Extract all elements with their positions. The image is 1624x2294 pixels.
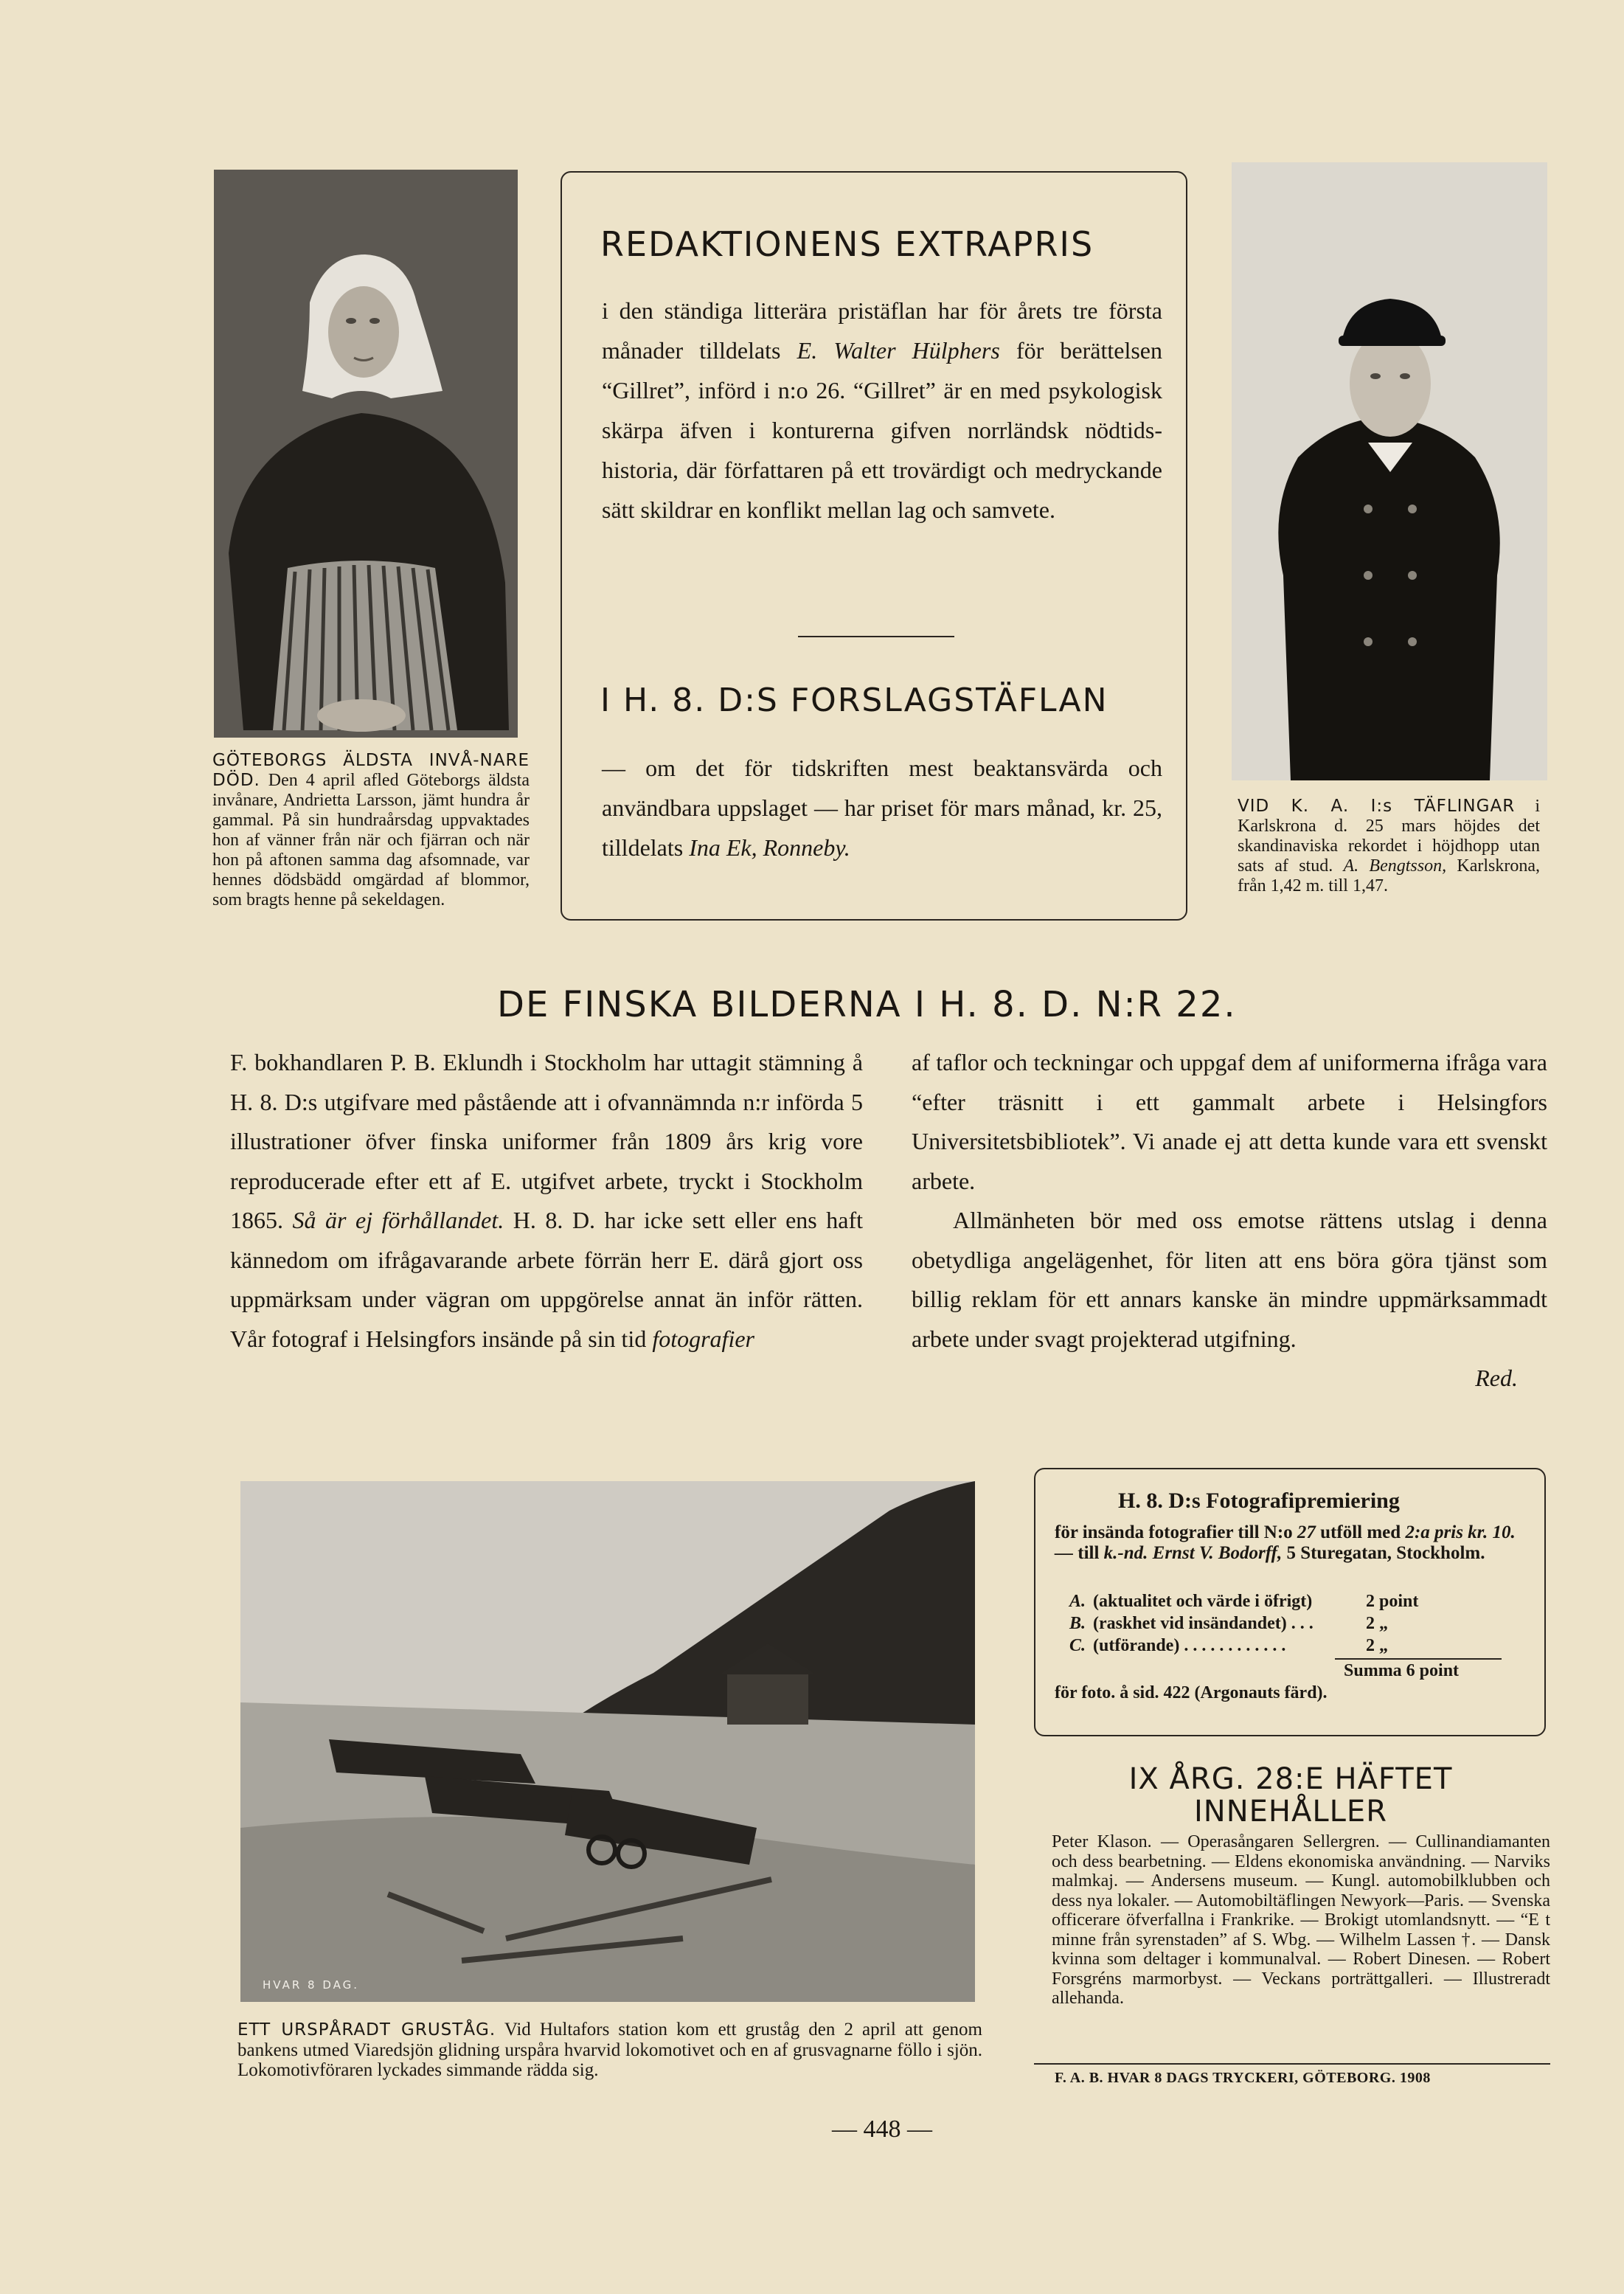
premiering-intro bbox=[1055, 1522, 1527, 1564]
issue-number: 27 bbox=[1297, 1522, 1316, 1542]
caption-body-a: i Karlskrona d. 25 mars höjdes det skandinaviska rekordet i höjdhopp utan sats af stud. bbox=[1238, 797, 1541, 876]
athlete-name: A. Bengtsson, bbox=[1343, 856, 1447, 876]
caption-body-b: Karlskrona, från 1,42 m. till 1,47. bbox=[1238, 856, 1540, 895]
article-paragraph: Allmänheten bör med oss emotse rättens utslag i denna obetydliga angelägenhet, för liten att ens böra göra tjänst som billig reklam för ett annars kanske än mindre uppmärksammadt arbete under svagt projekterad utgifning. bbox=[912, 1207, 1547, 1352]
photo-premiering-box bbox=[1034, 1468, 1546, 1736]
score-label: (aktualitet och värde i öfrigt) bbox=[1093, 1592, 1313, 1611]
caption-headline: GÖTEBORGS ÄLDSTA INVÅ-NARE DÖD. bbox=[212, 751, 530, 790]
article-column-left-a: F. bokhandlaren P. B. Eklundh i Stockholm har uttagit stämning å H. 8. D:s utgifvare med påstående att i ofvannämnda n:r införda 5 illustrationer öfver finska uniformer från 1809 års krig vore reproducerade efter ett af E. utgifvet arbete, tryckt i Stockholm 1865. bbox=[230, 1049, 863, 1233]
score-key: C. bbox=[1069, 1636, 1086, 1655]
score-row bbox=[1055, 1635, 1527, 1657]
contents-divider bbox=[1034, 2063, 1550, 2065]
editorial-prize-title: REDAKTIONENS EXTRAPRIS bbox=[600, 224, 1094, 264]
score-label: (utförande) . . . . . . . . . . . . bbox=[1093, 1636, 1286, 1655]
article-column-right bbox=[912, 1043, 1547, 1399]
printer-imprint: F. A. B. HVAR 8 DAGS TRYCKERI, GÖTEBORG. 1908 bbox=[1055, 2070, 1431, 2086]
portrait-photo-elderly-woman bbox=[214, 170, 518, 738]
editorial-prize-text bbox=[602, 291, 1162, 530]
caption-body: Den 4 april afled Göteborgs äldsta invånare, Andrietta Larsson, jämt hundra år gammal. På sin hundraårsdag uppvaktades hon af vänner från när och fjärran och när hon på aftonen samma dag afsomnade, var hennes dödsbädd omgärdad af blommor, som bragts henne på sekeldagen. bbox=[212, 771, 530, 909]
score-sum: Summa 6 point bbox=[1344, 1661, 1460, 1680]
premiering-footer: för foto. å sid. 422 (Argonauts färd). bbox=[1055, 1683, 1328, 1702]
portrait-left-caption bbox=[212, 751, 530, 910]
portrait-man-figure bbox=[1232, 162, 1547, 780]
derailed-train-caption bbox=[237, 2020, 982, 2080]
article-title: DE FINSKA BILDERNA I H. 8. D. N:R 22. bbox=[497, 984, 1237, 1025]
contest-winner-name: Ina Ek, Ronneby. bbox=[689, 834, 850, 861]
emphasized-word: fotografier bbox=[652, 1325, 754, 1352]
portrait-woman-figure bbox=[214, 170, 518, 738]
article-paragraph: af taflor och teckningar och uppgaf dem af uniformerna ifråga vara “efter träsnitt i ett gammalt arbete i Helsingfors Universitetsbibliotek”. Vi anade ej att detta kunde vara ett svenskt arbete. bbox=[912, 1049, 1547, 1194]
score-points: 2 point bbox=[1366, 1592, 1419, 1611]
article-column-left-b: H. 8. D. har icke sett eller ens haft kännedom om ifrågavarande arbete förrän herr E. därå gjort oss uppmärksam under vägran om uppgörelse annat än inför rätten. Vår fotograf i Helsingfors insände på sin tid bbox=[230, 1207, 864, 1352]
score-label: (raskhet vid insändandet) . . . bbox=[1093, 1614, 1314, 1633]
issue-contents-title: IX ÅRG. 28:E HÄFTET INNEHÅLLER bbox=[1128, 1762, 1453, 1829]
prize-amount: 2:a pris kr. 10.— bbox=[1055, 1522, 1516, 1563]
prize-winner: k.-nd. Ernst V. Bodorff, bbox=[1103, 1543, 1283, 1563]
article-column-left bbox=[230, 1043, 863, 1359]
suggestion-contest-title: I H. 8. D:S FORSLAGSTÄFLAN bbox=[600, 682, 1108, 719]
photo-watermark: HVAR 8 DAG. bbox=[263, 1978, 360, 1992]
winner-address: 5 Sturegatan, Stockholm. bbox=[1282, 1543, 1485, 1563]
portrait-photo-young-man bbox=[1232, 162, 1547, 780]
score-table bbox=[1055, 1590, 1527, 1682]
page-number: — 448 — bbox=[832, 2115, 932, 2143]
premiering-intro-a: för insända fotografier till N:o bbox=[1055, 1522, 1297, 1542]
score-key: B. bbox=[1069, 1614, 1086, 1633]
caption-headline: ETT URSPÅRADT GRUSTÅG. bbox=[237, 2020, 496, 2040]
caption-headline: VID K. A. I:s TÄFLINGAR bbox=[1238, 797, 1516, 816]
issue-contents-text: Peter Klason. — Operasångaren Sellergren. — Cullinandiamanten och dess bearbetning. — Eldens ekonomiska användning. — Narviks malmkaj. — Andersens museum. — Kungl. automobilklubben och dess nya lokaler. — Automobiltäflingen Newyork—Paris. — Svenska officerare öfverfallna i Frankrike. — Brokigt utomlandsnytt. — “E t minne från syrenstaden” af S. Wbg. — Wilhelm Lassen †. — Dansk kvinna som deltager i kommunalval. — Robert Dinesen. — Robert Forsgréns marmorbyst. — Veckans porträttgalleri. — Illustreradt allehanda. bbox=[1052, 1832, 1550, 2008]
score-key: A. bbox=[1069, 1592, 1086, 1611]
editorial-divider bbox=[798, 636, 954, 637]
score-points: 2 „ bbox=[1366, 1614, 1388, 1633]
suggestion-contest-text bbox=[602, 748, 1162, 867]
lake-railway-scene bbox=[240, 1481, 975, 2002]
portrait-right-caption bbox=[1238, 797, 1540, 896]
premiering-intro-b: utföll med bbox=[1315, 1522, 1406, 1542]
score-row bbox=[1055, 1612, 1527, 1635]
prize-author-name: E. Walter Hülphers bbox=[797, 337, 1000, 364]
editorial-prize-box bbox=[561, 171, 1187, 921]
premiering-title: H. 8. D:s Fotografipremiering bbox=[1118, 1489, 1400, 1513]
article-signature: Red. bbox=[1475, 1365, 1518, 1391]
score-row bbox=[1055, 1590, 1527, 1612]
editorial-prize-text-b: för berättelsen “Gillret”, införd i n:o 26. “Gillret” är en med psykologisk skärpa äfven i konturerna gifven norrländsk nödtids-historia, där författaren på ett trovärdigt och medryckande sätt skildrar en konflikt mellan lag och samvete. bbox=[602, 337, 1163, 523]
derailed-train-photo bbox=[240, 1481, 975, 2002]
score-points: 2 „ bbox=[1366, 1636, 1388, 1655]
editorial-prize-text-a: i den ständiga litterära pristäflan har för årets tre första månader tilldelats bbox=[602, 297, 1162, 364]
caption-body: Vid Hultafors station kom ett gruståg den 2 april att genom bankens utmed Viaredsjön glidning urspåra hvarvid lokomotivet och en af grusvagnarne föllo i sjön. Lokomotivföraren lyckades simmande rädda sig. bbox=[237, 2020, 982, 2080]
premiering-intro-d: till bbox=[1073, 1543, 1104, 1563]
suggestion-contest-text-a: — om det för tidskriften mest beaktansvärda och användbara uppslaget — har priset för mars månad, kr. 25, tilldelats bbox=[602, 755, 1162, 861]
emphasized-statement: Så är ej förhållandet. bbox=[292, 1207, 504, 1233]
